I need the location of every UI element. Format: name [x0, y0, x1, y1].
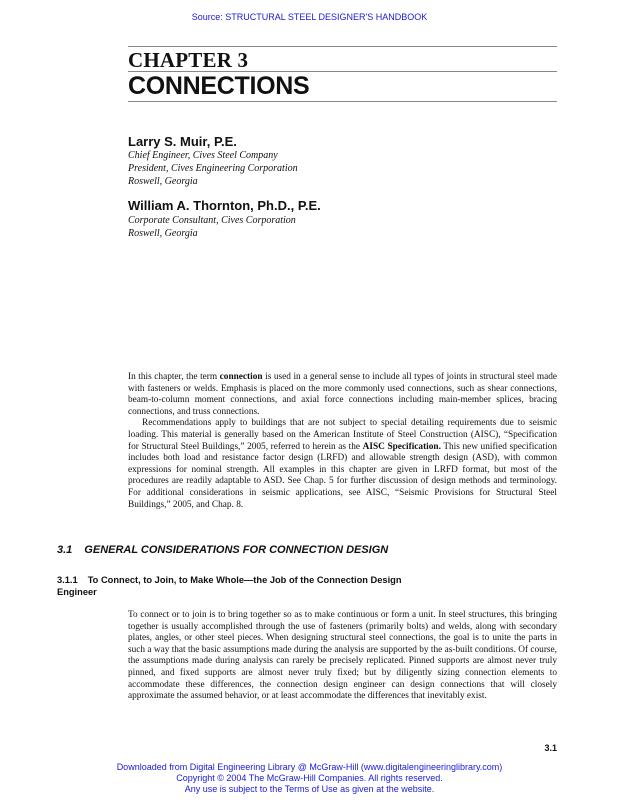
footer-terms[interactable]: Any use is subject to the Terms of Use as given at the website. — [184, 784, 435, 794]
body-paragraph: To connect or to join is to bring together so as to make continuous or form a unit. In steel structures, this bringing together is usually accomplished through the use of fasteners (primarily bolts) and welds, along with secondary plates, angles, or other steel pieces. When designing structural steel connections, the goal is to unite the parts in such a way that the basic assumptions made during the analysis are supported by the as-built conditions. Of course, the assumptions made during analysis can rarely be precisely replicated. Pinned supports are almost never truly pinned, and fixed supports are almost never truly fixed; but by diligently sizing connection elements to accommodate these differences, the connection design engineer can design connections that will closely approximate the assumed behavior, or at least accommodate the differences that inevitably exist. — [128, 610, 557, 702]
subsection-text — [128, 610, 557, 703]
section-number: 3.1 — [57, 544, 73, 556]
term-aisc-specification: AISC Specification. — [362, 441, 441, 452]
author-name: Larry S. Muir, P.E. — [128, 134, 237, 149]
section-title: GENERAL CONSIDERATIONS FOR CONNECTION DESIGN — [84, 544, 389, 556]
chapter-label: CHAPTER 3 — [128, 48, 249, 72]
intro-text — [128, 372, 557, 511]
author-name: William A. Thornton, Ph.D., P.E. — [128, 198, 321, 213]
intro-paragraph: Recommendations apply to buildings that are not subject to special detailing requirements due to seismic loading. This material is generally based on the American Institute of Steel Construction (AISC), “Specification for Structural Steel Buildings,” 2005, referred to herein as the AISC Specification. This new unified specification includes both load and resistance factor design (LRFD) and allowable strength design (ASD), with common expressions for nominal strength. All examples in this chapter are given in LRFD format, but most of the procedures are readily adaptable to ASD. See Chap. 5 for further discussion of design methods and terminology. For additional considerations in seismic applications, see AISC, “Seismic Provisions for Structural Steel Buildings,” 2005, and Chap. 8. — [128, 418, 557, 510]
affiliation-line: Corporate Consultant, Cives Corporation — [128, 215, 296, 226]
footer-copyright[interactable]: Copyright © 2004 The McGraw-Hill Companies. All rights reserved. — [176, 773, 443, 783]
intro-paragraph: In this chapter, the term connection is used in a general sense to include all types of joints in structural steel made with fasteners or welds. Emphasis is placed on the more commonly used connections, such as shear connections, beam-to-column moment connections, and axial force connections including main-member splices, bracing connections, and truss connections. — [128, 372, 557, 417]
affiliation-line: Chief Engineer, Cives Steel Company — [128, 150, 278, 161]
source-link[interactable]: Source: STRUCTURAL STEEL DESIGNER'S HANDBOOK — [191, 12, 428, 22]
affiliation-line: Roswell, Georgia — [128, 176, 198, 187]
footer-link[interactable]: Downloaded from Digital Engineering Library @ McGraw-Hill (www.digitalengineeringlibrary.com) — [116, 762, 503, 772]
title-rule — [128, 101, 557, 102]
footer — [0, 762, 619, 795]
subsection-number: 3.1.1 — [57, 575, 78, 585]
top-rule — [128, 46, 557, 47]
affiliation-line: President, Cives Engineering Corporation — [128, 163, 298, 174]
section-heading — [57, 544, 388, 556]
subsection-title: To Connect, to Join, to Make Whole—the Job of the Connection Design Engineer — [57, 575, 402, 597]
affiliation-line: Roswell, Georgia — [128, 228, 198, 239]
subsection-heading — [57, 575, 437, 598]
chapter-title: CONNECTIONS — [128, 72, 310, 100]
author-affiliation — [128, 149, 298, 188]
term-connection: connection — [219, 372, 263, 382]
author-affiliation — [128, 214, 296, 240]
page-number: 3.1 — [544, 743, 557, 753]
